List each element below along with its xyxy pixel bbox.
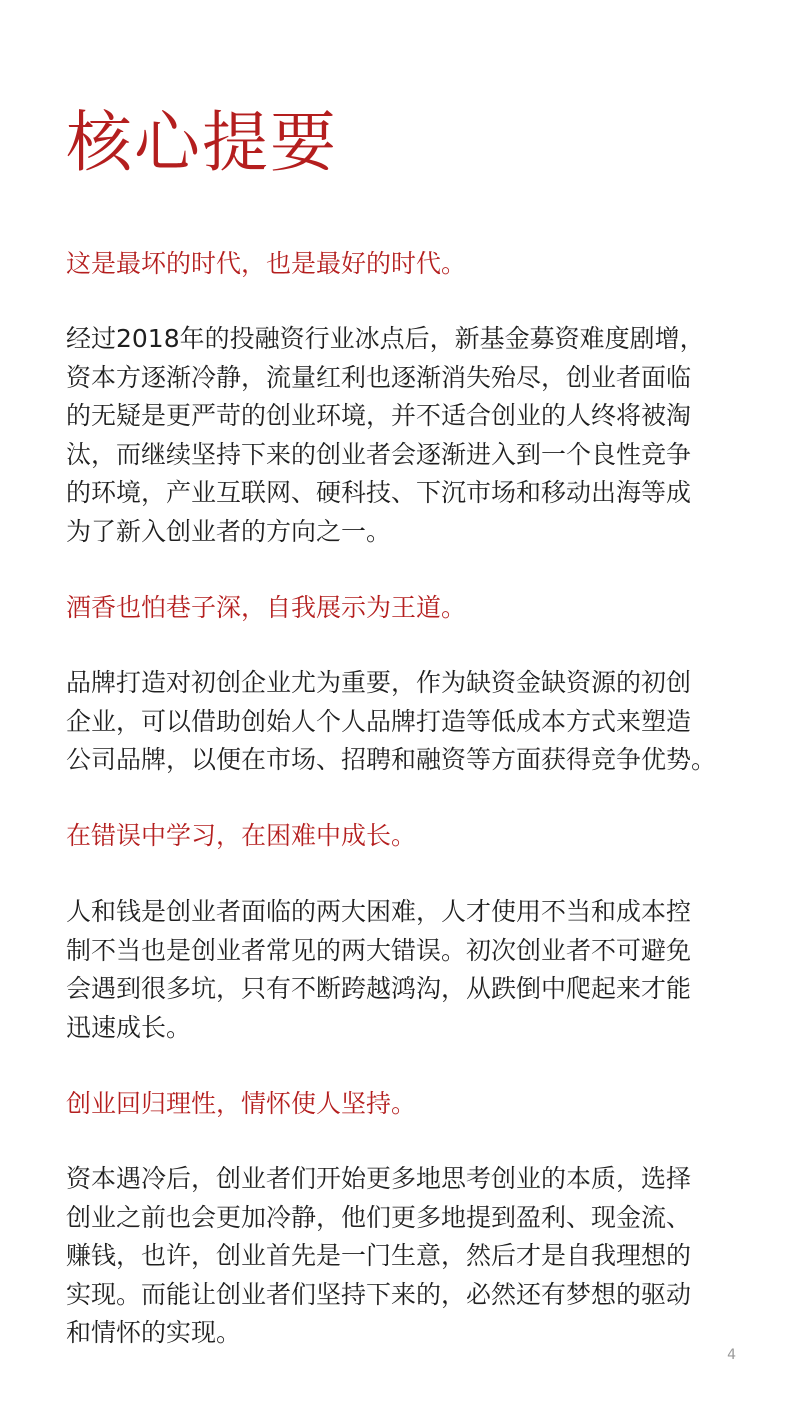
paragraph-line: 公司品牌，以便在市场、招聘和融资等方面获得竞争优势。 xyxy=(66,745,717,775)
section-body-self-promotion xyxy=(66,664,756,780)
paragraph-line: 汰，而继续坚持下来的创业者会逐渐进入到一个良性竞争 xyxy=(66,439,692,469)
paragraph-line: 和情怀的实现。 xyxy=(66,1318,242,1348)
paragraph-line: 品牌打造对初创企业尤为重要，作为缺资金缺资源的初创 xyxy=(66,668,692,697)
paragraph-line: 制不当也是创业者常见的两大错误。初次创业者不可避免 xyxy=(66,935,692,965)
section-heading-era: 这是最坏的时代，也是最好的时代。 xyxy=(66,249,467,278)
paragraph-line: 为了新入创业者的方向之一。 xyxy=(66,516,392,546)
paragraph-line: 的环境，产业互联网、硬科技、下沉市场和移动出海等成 xyxy=(66,478,692,508)
paragraph-line: 资本方逐渐冷静，流量红利也逐渐消失殆尽，创业者面临 xyxy=(66,362,692,392)
page-title: 核心提要 xyxy=(66,104,338,181)
paragraph-line: 人和钱是创业者面临的两大困难，人才使用不当和成本控 xyxy=(66,897,692,926)
paragraph-line: 的无疑是更严苛的创业环境，并不适合创业的人终将被淘 xyxy=(66,401,692,431)
paragraph-line: 迅速成长。 xyxy=(66,1012,192,1042)
section-heading-rationality: 创业回归理性，情怀使人坚持。 xyxy=(66,1089,417,1118)
section-body-era xyxy=(66,320,756,552)
paragraph-line: 会遇到很多坑，只有不断跨越鸿沟，从跌倒中爬起来才能 xyxy=(66,974,692,1004)
section-heading-learning: 在错误中学习，在困难中成长。 xyxy=(66,821,417,850)
paragraph-line: 经过2018年的投融资行业冰点后，新基金募资难度剧增， xyxy=(66,324,705,353)
paragraph-line: 企业，可以借助创始人个人品牌打造等低成本方式来塑造 xyxy=(66,706,692,736)
paragraph-line: 创业之前也会更加冷静，他们更多地提到盈利、现金流、 xyxy=(66,1202,692,1232)
paragraph-line: 实现。而能让创业者们坚持下来的，必然还有梦想的驱动 xyxy=(66,1279,692,1309)
paragraph-line: 资本遇冷后，创业者们开始更多地思考创业的本质，选择 xyxy=(66,1164,692,1193)
paragraph-line: 赚钱，也许，创业首先是一门生意，然后才是自我理想的 xyxy=(66,1241,692,1271)
section-body-learning xyxy=(66,893,756,1047)
page-number: 4 xyxy=(727,1347,736,1363)
section-body-rationality xyxy=(66,1160,756,1353)
section-heading-self-promotion: 酒香也怕巷子深，自我展示为王道。 xyxy=(66,593,467,622)
